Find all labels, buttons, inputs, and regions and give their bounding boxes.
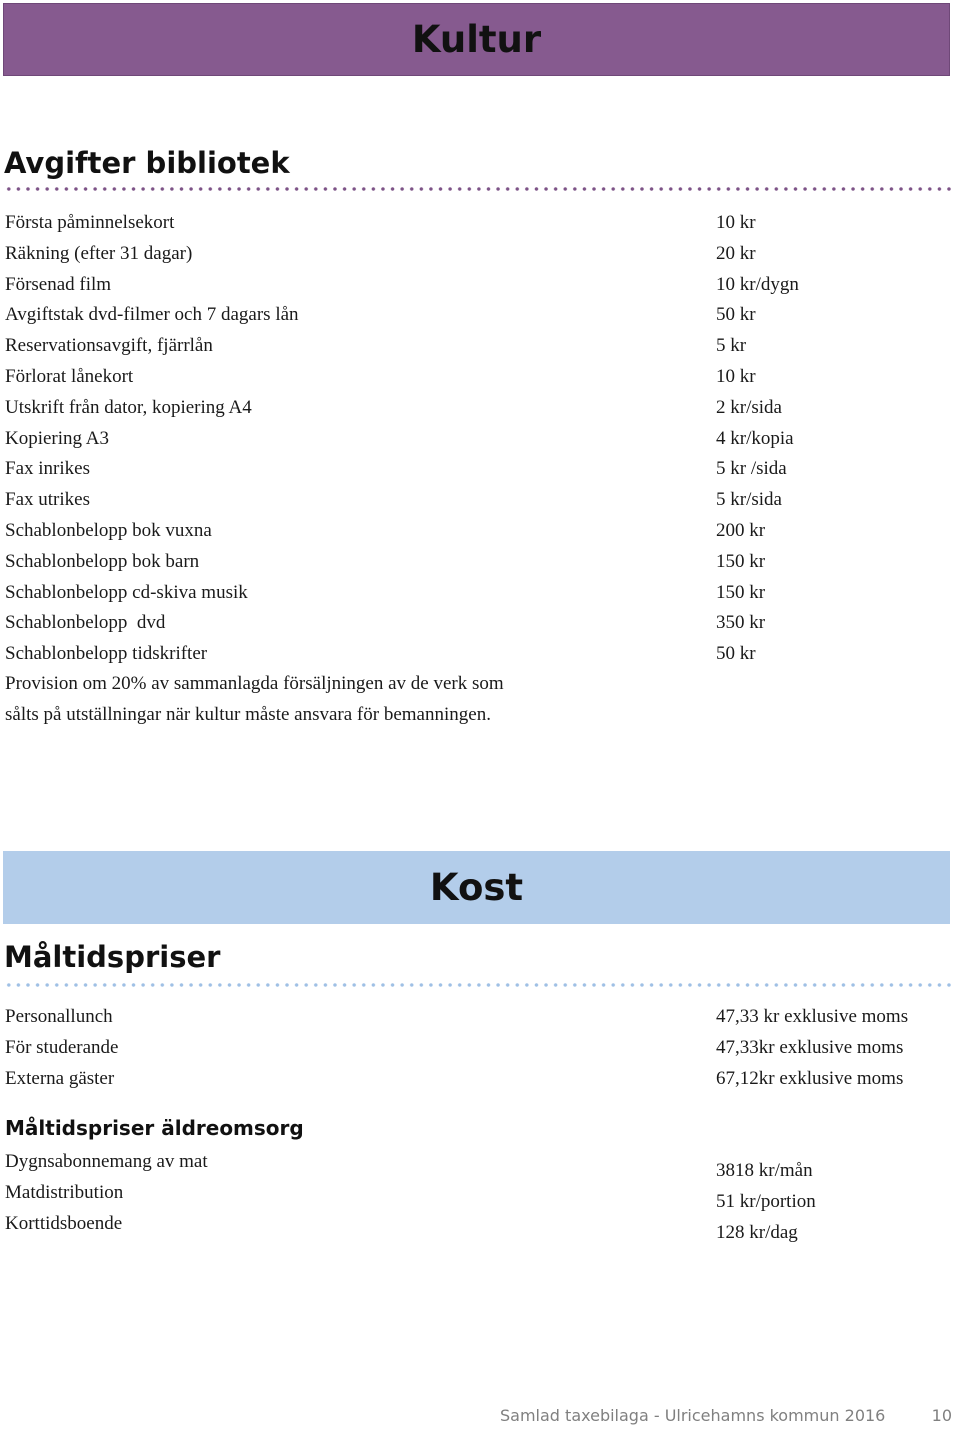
fee-value: 10 kr: [716, 365, 756, 387]
fee-label: Avgiftstak dvd-filmer och 7 dagars lån: [5, 304, 299, 326]
page-footer: [500, 1406, 952, 1425]
footer-text: Samlad taxebilaga - Ulricehamns kommun 2016: [500, 1406, 886, 1425]
elder-care-title: Måltidspriser äldreomsorg: [5, 1116, 304, 1140]
meal-value-list: [716, 1002, 908, 1094]
fee-value: 10 kr/dygn: [716, 273, 799, 295]
fee-label: Kopiering A3: [5, 427, 109, 449]
fees-label-list: [5, 208, 695, 670]
fee-label: Schablonbelopp bok vuxna: [5, 519, 212, 541]
fee-value: 10 kr: [716, 212, 756, 233]
fee-label: Schablonbelopp bok barn: [5, 550, 200, 572]
meal-label: Externa gäster: [5, 1067, 115, 1089]
elder-value: 128 kr/dag: [716, 1221, 798, 1243]
fee-label: Reservationsavgift, fjärrlån: [5, 335, 213, 357]
fee-value: 5 kr /sida: [716, 458, 787, 480]
elder-value: 3818 kr/mån: [716, 1160, 813, 1181]
meal-label-list: [5, 1002, 118, 1094]
kost-title: Kost: [429, 866, 524, 909]
fee-label: Räkning (efter 31 dagar): [5, 242, 193, 264]
elder-value-list: [716, 1156, 816, 1248]
provision-note: [5, 669, 605, 731]
fee-label: Fax utrikes: [5, 489, 90, 511]
fee-label: Schablonbelopp cd-skiva musik: [5, 581, 248, 603]
dotted-divider: [4, 187, 954, 191]
fee-value: 150 kr: [716, 550, 766, 572]
page-number: 10: [931, 1406, 952, 1425]
fees-value-list: [716, 208, 799, 670]
meal-label: Personallunch: [5, 1006, 113, 1027]
fee-value: 2 kr/sida: [716, 396, 782, 418]
elder-label-list: [5, 1147, 208, 1239]
meal-value: 67,12kr exklusive moms: [716, 1067, 904, 1089]
section-title-avgifter: Avgifter bibliotek: [4, 146, 290, 180]
meal-label: För studerande: [5, 1036, 119, 1058]
fee-value: 150 kr: [716, 581, 766, 603]
elder-label: Korttidsboende: [5, 1212, 123, 1234]
meal-value: 47,33kr exklusive moms: [716, 1036, 904, 1058]
dotted-divider: [4, 983, 954, 987]
fee-value: 4 kr/kopia: [716, 427, 794, 449]
fee-label: Schablonbelopp tidskrifter: [5, 643, 208, 665]
elder-label: Matdistribution: [5, 1181, 124, 1203]
fee-value: 5 kr: [716, 335, 747, 357]
fee-label: Schablonbelopp dvd: [5, 612, 166, 634]
fee-label: Utskrift från dator, kopiering A4: [5, 396, 252, 418]
fee-value: 50 kr: [716, 304, 756, 326]
fee-label: Första påminnelsekort: [5, 212, 175, 233]
fee-label: Förlorat lånekort: [5, 365, 134, 387]
fee-label: Fax inrikes: [5, 458, 90, 480]
kultur-title: Kultur: [411, 18, 542, 61]
section-title-maltidspriser: Måltidspriser: [4, 940, 221, 974]
fee-value: 20 kr: [716, 242, 756, 264]
kultur-header-band: [3, 3, 950, 76]
fee-value: 350 kr: [716, 612, 766, 634]
meal-value: 47,33 kr exklusive moms: [716, 1006, 909, 1027]
fee-value: 200 kr: [716, 519, 766, 541]
fee-value: 50 kr: [716, 643, 756, 665]
provision-note-line: sålts på utställningar när kultur måste ansvara för bemanningen.: [5, 703, 491, 725]
provision-note-line: Provision om 20% av sammanlagda försäljningen av de verk som: [5, 673, 504, 694]
fee-label: Försenad film: [5, 273, 112, 295]
fee-value: 5 kr/sida: [716, 489, 782, 511]
elder-label: Dygnsabonnemang av mat: [5, 1151, 208, 1172]
kost-header-band: [3, 851, 950, 924]
elder-value: 51 kr/portion: [716, 1190, 816, 1212]
